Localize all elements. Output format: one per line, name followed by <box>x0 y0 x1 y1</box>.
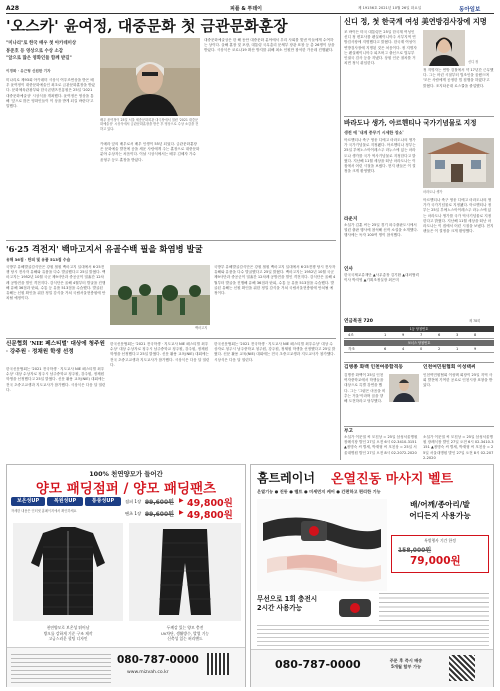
right-photo-caption: 신디 정 <box>468 60 479 64</box>
right-photo <box>423 30 465 66</box>
right3-headline: 김병종 화백 인천여중합격동 <box>344 364 403 370</box>
lottery-num: 6 <box>438 333 441 337</box>
notice2-body: 한국국제교류재단 ▲사무총장 김기환 ▲대외협력이사 박지영 ▲기획조정실장 최은미 <box>344 273 419 283</box>
lottery-header-label: 1등 당첨번호 <box>409 327 429 331</box>
divider <box>344 362 494 363</box>
lottery-num: 3 <box>456 333 459 337</box>
ad1-price-pants <box>125 509 243 519</box>
ad-massage-belt <box>250 464 494 687</box>
badge-breathability: 통풍성UP <box>85 497 121 506</box>
ad2-new-price: 79,000원 <box>410 555 461 567</box>
pants-new-price: 49,800원 <box>187 510 233 521</box>
ad2-price-label: 특별행사 기간 한정 <box>424 538 456 543</box>
lead-body-1: 미나리로 제93회 아카데미 시상식 여우조연상을 받은 배우 윤여정이 대중문화예술인 최초로 금관문화훈장을 받았다. 문화체육관광부와 한국콘텐츠진흥원은 25일 '2021 대중문화예술상' 시상식을 개최했다. 윤여정은 영상을 통해 '앞으로 많은 영화인들이 이 상을 받게 되길 바란다'고 말했다. <box>6 78 96 109</box>
obit-title: 부고 <box>344 429 353 434</box>
lottery-group: 4조 <box>348 333 354 337</box>
story3-body-right: 한국신문협회는 '2021 전국학생 · 지도교사 NIE 페스티벌 최우수상' 대상 수상자로 청주시 남주중학교 청주원, 강주원, 정채원 학생을 선정했다고 25일 밝혔다. 신문 활용 교육(NIE) 대회에는 전국 초중고교생과 지도교사가 참가했다. 시상식은 다음 달 열린다. <box>214 342 336 362</box>
notice1-title: 라운지 <box>344 217 358 222</box>
device-image <box>335 593 375 623</box>
pants-old-price: 99,600원 <box>145 511 174 518</box>
lottery-bonus-num: 2 <box>438 347 441 351</box>
arrow-icon: ▶ <box>179 497 184 504</box>
lottery-bonus-label: 보너스 당첨번호 <box>407 341 431 345</box>
story3-headline: 신문협회 'NIE 페스티벌' 대상에 청주원 · 강주원 · 정채원 학생 선정 <box>6 341 105 355</box>
story2-photo <box>110 265 210 325</box>
lead-subhead: "미나리"로 한국 배우 첫 아카데미상 봉준호 등 영상으로 수상 소감 "앞으로 많은 영화인들 함께 받길" <box>6 41 77 61</box>
lead-photo-caption: 배우 윤여정이 25일 서울 세종문화회관 대극장에서 열린 '2021 대중문화예술상' 시상식에서 금관문화훈장을 받은 후 영상으로 수상 소감을 전하고 있다. <box>100 118 199 131</box>
belt-image <box>257 499 387 591</box>
jacket-label: 점퍼 1장 <box>125 499 142 504</box>
lottery-box <box>344 318 494 358</box>
notice1-body: 소설가 김훈 씨는 25일 경기 파주출판도시에서 열린 출판 행사에 참석해 신작 소설을 소개했다. 행사에는 독자 100여 명이 참석했다. <box>344 223 418 238</box>
right2-photo <box>423 138 494 188</box>
ad2-small-print <box>257 625 489 647</box>
jacket-note: 천연양모로 보온성 뛰어남 방오를 강하게 기준 구조 제작 고급스러운 퀼팅 디자인 <box>43 625 93 642</box>
ad1-top: 100% 천연양모가 들어간 <box>89 470 163 478</box>
ad1-badges <box>11 497 121 507</box>
section-name: 피플 & 투데이 <box>230 6 262 12</box>
right3-headline-2: 인천여민원협회 이성택씨 <box>423 364 476 370</box>
obit-body-2: 소설가 이문열 씨 모친상 = 25일 삼성서울병원 장례식장 발인 27일 오전 6시 02-3410-3151 ▲정명숙 씨 별세, 박재형 씨 모친상 = 25일 서울대병원 발인 27일 오전 8시 02-2072-2020 <box>423 435 494 459</box>
lottery-num: 9 <box>402 333 405 337</box>
ad1-title: 양모 패딩점퍼 / 양모 패딩팬츠 <box>35 481 217 497</box>
ad2-sub: 온열기능 ● 진동 ● 벨트 ● 미세먼지 케어 ● 간편하고 편리한 기능 <box>257 489 381 494</box>
ad2-sale: 주문 후 즉시 배송 5개월 할부 가능 <box>389 658 423 669</box>
lottery-bonus-row <box>344 346 494 353</box>
lottery-num: 7 <box>420 333 423 337</box>
ad2-footer <box>251 649 493 687</box>
right-extra-body: 아르헨티나 축구 영웅 디에고 마라도나의 생가가 국가기념물로 지정됐다. 아르헨티나 정부는 25일 부에노스아이레스주 라누스에 있는 마라도나 생가를 국가 역사기념물로 지정한다고 밝혔다. 지난해 11월 세상을 떠난 마라도나는 이 집에서 어린 시절을 보냈다. 현지 팬들은 이 결정을 크게 환영했다. <box>423 198 494 234</box>
right2-headline: 바라도나 생가, 아르헨티나 국가기념물로 지정 <box>344 119 477 127</box>
ad2-header <box>257 469 489 487</box>
divider <box>344 116 494 117</box>
pants-label: 팬츠 1장 <box>125 511 142 516</box>
lottery-title: 연금복권 720 <box>344 319 373 324</box>
badge-recovery: 복원성UP <box>47 497 83 506</box>
lottery-num: 1 <box>384 333 387 337</box>
pants-image <box>129 523 241 621</box>
issue-date: 제 19156호 2021년 10월 26일 화요일 <box>358 5 422 10</box>
lead-photo <box>100 38 200 116</box>
pants-note: 두께감 있는 양모 충전 UV차단, 생활방수, 발열 기능 신축성 있는 허리밴드 <box>160 625 210 642</box>
ad2-title: 온열진동 마사지 벨트 <box>331 472 454 487</box>
right-headline: 신디 정, 첫 한국계 여성 美연방검사장에 지명 <box>344 17 487 26</box>
ad1-footer <box>7 647 245 687</box>
lottery-bonus-num: 4 <box>402 347 405 351</box>
jacket-image <box>13 523 123 621</box>
lottery-bonus-num: 0 <box>420 347 423 351</box>
lottery-bonus-group: 각조 <box>348 347 355 351</box>
lottery-bonus-num: 6 <box>384 347 387 351</box>
right-body: 조 바이든 미국 대통령은 25일 한국계 여성인 신디 정 변호사를 펜실베이니아주 서부지역 연방검사장에 지명했다고 밝혔다. 한국계 여성이 연방검사장에 지명된 것은 처음이다. 정 지명자는 펜실베이니아주 피츠버그 출신으로 법무부 인권국 검사 등을 지냈다. 상원 인준 절차를 거치면 정식 취임한다. <box>344 30 417 66</box>
lottery-row <box>344 332 494 339</box>
ad2-brand: 홈트레이너 <box>257 471 315 485</box>
jacket-new-price: 49,800원 <box>187 498 233 509</box>
masthead-rule <box>6 13 494 14</box>
lottery-num: 8 <box>474 333 477 337</box>
lead-body-2: 카메라 앞의 배우로서 배우 인생이 55년 되었다. 금관문화훈장은 문화예술 발전에 공을 세운 사람에게 주는 훈장으로 대중문화 분야 수상자는 처음이다. 이날 시상식에서는 배우 김혜자 가수 윤형주 등도 훈장을 받았다. <box>100 142 200 162</box>
story2-body-left: 국방부 유해발굴감식단은 강원 철원 백마고지 일대에서 6·25전쟁 당시 전사자 유해와 유품을 다수 발굴했다고 25일 밝혔다. 백마고지는 1952년 10월 국군 제9사단과 중공군이 열흘간 12차례 공방전을 벌인 격전지다. 감식단은 올해 4월부터 발굴을 진행해 유해 36점과 탄피, 수통 등 유품 513점을 수습했다. 발굴된 유해는 신원 확인을 위한 정밀 감식을 거쳐 국립서울현충원에 안치될 예정이다. <box>6 265 106 301</box>
ad2-parts: 배/어깨/종아리/발 어디든지 사용가능 <box>409 500 471 520</box>
ad-wool-padding <box>6 464 246 687</box>
right2-body: 아르헨티나 축구 영웅 디에고 마라도나의 생가가 국가기념물로 지정됐다. 아르헨티나 정부는 25일 부에노스아이레스주 라누스에 있는 마라도나 생가를 국가 역사기념물로 지정한다고 밝혔다. 지난해 11월 세상을 떠난 마라도나는 이 집에서 어린 시절을 보냈다. 현지 팬들은 이 결정을 크게 환영했다. <box>344 138 416 174</box>
page-number: A28 <box>6 5 19 12</box>
divider <box>344 426 494 427</box>
right3-photo <box>389 374 419 402</box>
right2-photo-caption: 마라도나 생가 <box>423 190 443 194</box>
right-profile: 정 지명자는 연방 검찰에서 약 17년간 근무했다. 그는 어린 시절부터 법조인을 꿈꿨으며 '모든 사람에게 공정한 법 집행을 하겠다'고 밝혔다. 조지타운대 로스쿨을 졸업했다. <box>423 68 494 88</box>
lead-byline: 이경화 · 유근형 신원한 기자 <box>6 69 51 73</box>
story3-body-mid: 한국신문협회는 '2021 전국학생 · 지도교사 NIE 페스티벌 최우수상' 대상 수상자로 청주시 남주중학교 청주원, 강주원, 정채원 학생을 선정했다고 25일 밝혔다. 신문 활용 교육(NIE) 대회에는 전국 초중고교생과 지도교사가 참가했다. 시상식은 다음 달 열린다. <box>110 342 210 367</box>
lottery-round: 제 78회 <box>469 319 481 323</box>
badge-warmth: 보온성UP <box>11 497 45 506</box>
divider <box>6 240 336 241</box>
divider <box>6 338 336 339</box>
lottery-bonus-num: 1 <box>456 347 459 351</box>
story2-caption: 백마고지 <box>195 326 208 330</box>
story2-byline: 유해 36점 · 탄피 및 유품 513점 수습 <box>6 257 71 262</box>
column-divider <box>340 16 341 460</box>
ad1-phone[interactable]: 080-787-0000 <box>117 654 199 666</box>
lead-headline: '오스카' 윤여정, 대중문화 첫 금관문화훈장 <box>6 17 288 35</box>
jacket-old-price: 99,600원 <box>145 499 174 506</box>
ad2-phone[interactable]: 080-787-0000 <box>275 658 361 671</box>
arrow-icon: ▶ <box>179 509 184 516</box>
ad1-url[interactable]: www.mizvah.co.kr <box>127 670 169 675</box>
right3-body: 김병종 화백이 25일 인천여자중학교에서 학생들을 대상으로 특별 강연을 했다. 그는 '그림은 마음을 비추는 거울'이라며 꿈을 향해 도전하라고 당부했다. <box>344 373 386 404</box>
ad2-specs <box>379 593 489 623</box>
story2-body-right: 국방부 유해발굴감식단은 강원 철원 백마고지 일대에서 6·25전쟁 당시 전사자 유해와 유품을 다수 발굴했다고 25일 밝혔다. 백마고지는 1952년 10월 국군 제9사단과 중공군이 열흘간 12차례 공방전을 벌인 격전지다. 감식단은 올해 4월부터 발굴을 진행해 유해 36점과 탄피, 수통 등 유품 513점을 수습했다. 발굴된 유해는 신원 확인을 위한 정밀 감식을 거쳐 국립서울현충원에 안치될 예정이다. <box>214 265 336 296</box>
qr-code-icon <box>207 653 229 675</box>
ad2-price-box <box>391 535 489 573</box>
obit-body: 소설가 이문열 씨 모친상 = 25일 삼성서울병원 장례식장 발인 27일 오전 6시 02-3410-3151 ▲정명숙 씨 별세, 박재형 씨 모친상 = 25일 서울대병원 발인 27일 오전 8시 02-2072-2020 <box>344 435 418 455</box>
story3-body-left: 한국신문협회는 '2021 전국학생 · 지도교사 NIE 페스티벌 최우수상' 대상 수상자로 청주시 남주중학교 청주원, 강주원, 정채원 학생을 선정했다고 25일 밝혔다. 신문 활용 교육(NIE) 대회에는 전국 초중고교생과 지도교사가 참가했다. 시상식은 다음 달 열린다. <box>6 367 106 392</box>
qr-code-icon <box>449 655 475 681</box>
ad2-old-price: 158,000원 <box>398 547 432 554</box>
lead-body-3: 대중문화예술상은 한 해 동안 대중문화 분야에서 우리 사회를 빛낸 이들에게 수여하는 상이다. 올해 훈장 및 포장, 대통령 국무총리 문체부 장관 표창 등 총 26명이 상을 받았다. 시상식은 코로나19 확산 방지를 위해 최소 인원만 참석한 가운데 진행됐다. <box>204 38 335 53</box>
ad1-desc: 자세한 내용은 인터넷 홈페이지에서 확인하세요 <box>11 509 77 513</box>
paper-name: 동아일보 <box>459 6 481 13</box>
right3-body-2: 인천여민원협회 이성택 회장이 25일 지역 사회 발전에 기여한 공로로 인천시장 표창을 받았다. <box>423 373 493 388</box>
ad1-small-print <box>11 654 111 684</box>
right2-sub: 생전 에 '내게 중무기 시세한 장소' <box>344 130 404 135</box>
notice2-title: 인사 <box>344 267 353 272</box>
ad2-warranty: 무선으로 1회 충전시 2시간 사용가능 <box>257 595 318 612</box>
story2-headline: '6·25 격전지' 백마고지서 유골수백 필을 화염병 발굴 <box>6 244 203 254</box>
lottery-bonus-num: 9 <box>474 347 477 351</box>
ad1-price-jacket <box>125 497 243 507</box>
